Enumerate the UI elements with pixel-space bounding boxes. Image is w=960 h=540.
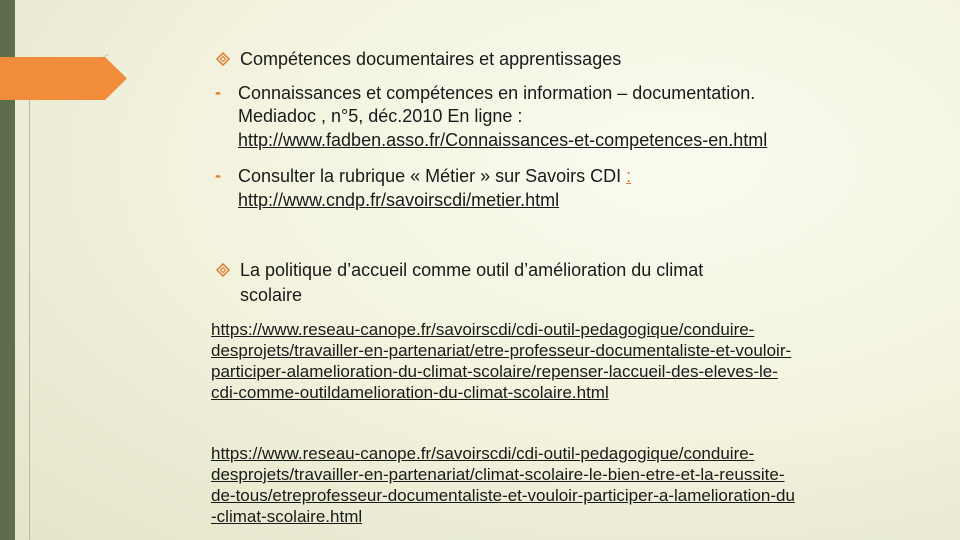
vertical-rule (29, 96, 30, 540)
item2-text (238, 165, 631, 188)
heading-politique-line1: La politique d’accueil comme outil d’amélioration du climat (240, 260, 704, 280)
dash-bullet: - (215, 165, 221, 185)
canope-link-2[interactable] (211, 443, 911, 527)
heading-competences: Compétences documentaires et apprentissages (240, 49, 622, 69)
canope-link-1-line[interactable]: cdi-comme-outildamelioration-du-climat-scolaire.html (211, 383, 609, 402)
orange-tab-shape (0, 57, 127, 100)
item1-line1: Connaissances et compétences en information – documentation. (238, 83, 756, 103)
dash-bullet: - (215, 82, 221, 102)
savoirscdi-metier-link[interactable]: http://www.cndp.fr/savoirscdi/metier.html (238, 190, 560, 210)
canope-link-2-line[interactable]: de-tous/etreprofesseur-documentaliste-et-vouloir-participer-a-lamelioration-du (211, 486, 795, 505)
diamond-bullet-icon (216, 52, 230, 66)
canope-link-1-line[interactable]: desprojets/travailler-en-partenariat/etre-professeur-documentaliste-et-vouloir- (211, 341, 792, 360)
canope-link-1[interactable] (211, 319, 911, 403)
item2-colon: : (626, 166, 632, 186)
canope-link-2-line[interactable]: desprojets/travailler-en-partenariat/climat-scolaire-le-bien-etre-et-la-reussite- (211, 465, 785, 484)
canope-link-2-line[interactable]: -climat-scolaire.html (211, 507, 363, 526)
canope-link-1-line[interactable]: participer-alamelioration-du-climat-scolaire/repenser-laccueil-des-eleves-le- (211, 362, 778, 381)
fadben-link[interactable]: http://www.fadben.asso.fr/Connaissances-et-competences-en.html (238, 130, 768, 150)
diamond-bullet-icon (216, 263, 230, 277)
canope-link-1-line[interactable]: https://www.reseau-canope.fr/savoirscdi/cdi-outil-pedagogique/conduire- (211, 320, 755, 339)
item2-label: Consulter la rubrique « Métier » sur Savoirs CDI (238, 166, 622, 186)
item1-line2: Mediadoc , n°5, déc.2010 En ligne : (238, 106, 523, 126)
heading-politique-line2: scolaire (240, 285, 303, 305)
canope-link-2-line[interactable]: https://www.reseau-canope.fr/savoirscdi/cdi-outil-pedagogique/conduire- (211, 444, 755, 463)
